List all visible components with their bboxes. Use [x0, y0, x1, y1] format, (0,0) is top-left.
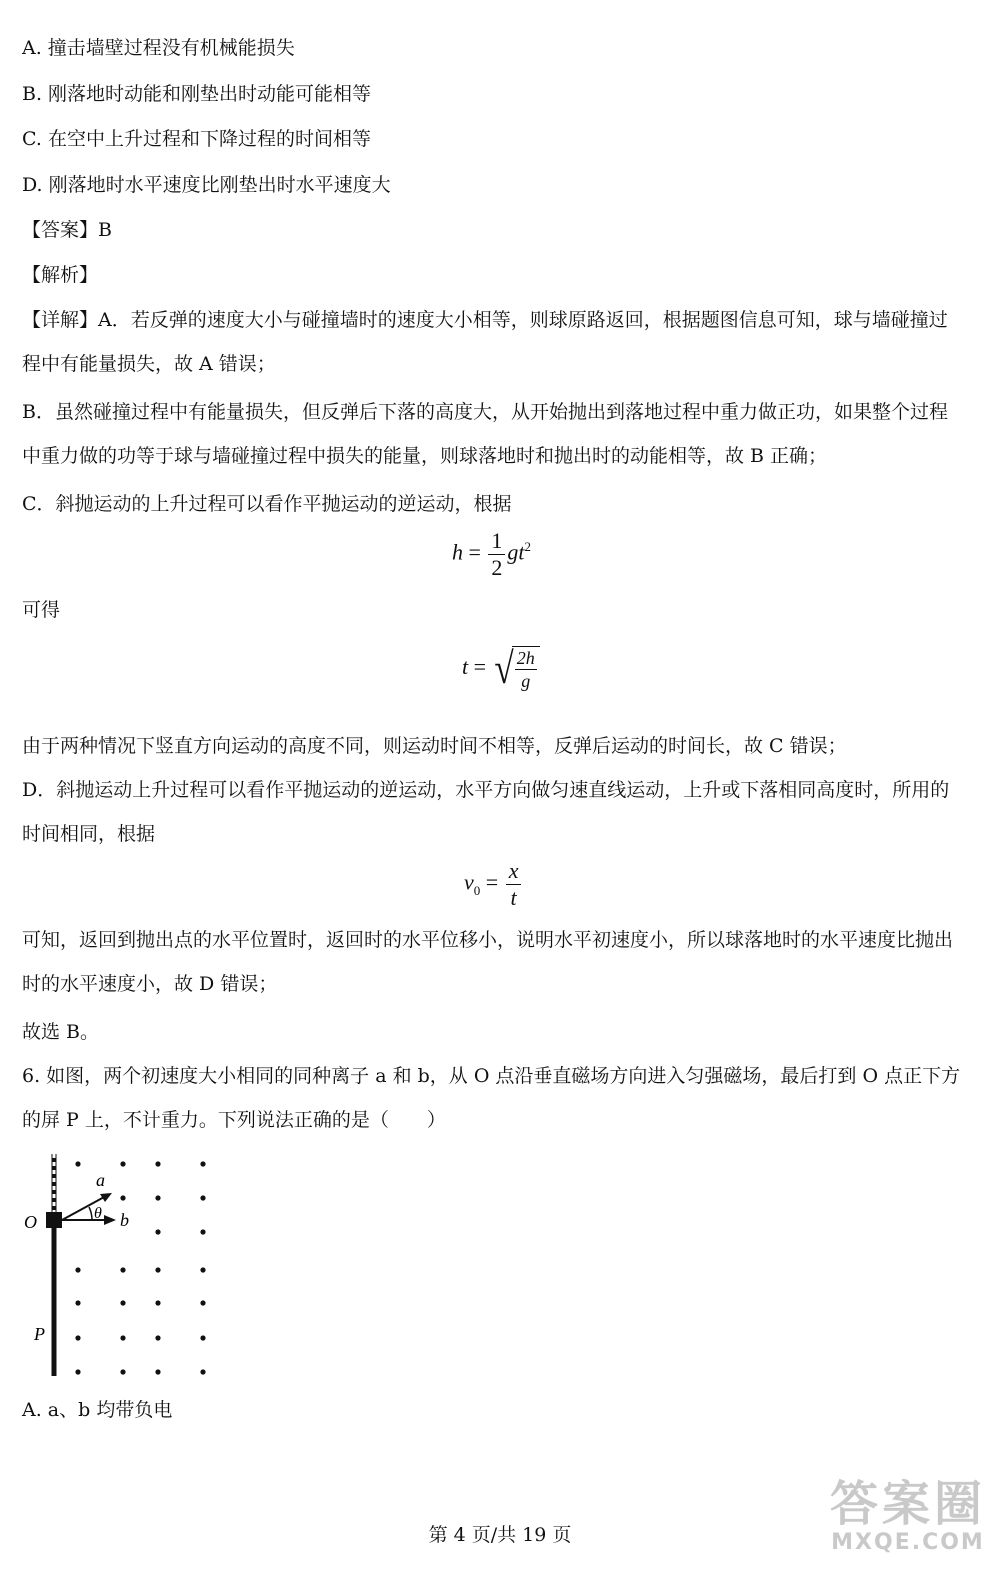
- field-dot: [120, 1369, 125, 1374]
- question-6: 6. 如图，两个初速度大小相同的同种离子 a 和 b，从 O 点沿垂直磁场方向进入匀强磁场，最后打到 O 点正下方的屏 P 上，不计重力。下列说法正确的是（ ）: [22, 1065, 961, 1131]
- label-o: O: [24, 1212, 37, 1232]
- watermark-logo: 答案圈 MXQE.COM: [829, 1476, 986, 1555]
- q6-option-a: A. a、b 均带负电: [22, 1399, 173, 1421]
- equation-h: h = $\frac{1}{2}$ $gt^2$: [452, 528, 532, 580]
- field-dot: [155, 1229, 160, 1234]
- arrow-b-head-icon: [104, 1215, 116, 1225]
- detail-d-conclusion: 可知，返回到抛出点的水平位置时，返回时的水平位移小，说明水平初速度小，所以球落地时的水平速度比抛出时的水平速度小，故 D 错误；: [22, 929, 954, 995]
- field-dot: [200, 1369, 205, 1374]
- conclusion: 故选 B。: [22, 1021, 100, 1043]
- field-dot: [155, 1335, 160, 1340]
- field-dot: [120, 1300, 125, 1305]
- angle-arc: [89, 1207, 92, 1220]
- field-dot: [120, 1335, 125, 1340]
- radical-sign-icon: √: [493, 644, 514, 693]
- field-dot: [75, 1300, 80, 1305]
- label-b: b: [120, 1210, 129, 1230]
- detail-d-intro: D．斜抛运动上升过程可以看作平抛运动的逆运动，水平方向做匀速直线运动，上升或下落相同高度时，所用的时间相同，根据: [22, 779, 950, 845]
- field-dot: [200, 1229, 205, 1234]
- option-d: D. 刚落地时水平速度比刚垫出时水平速度大: [22, 174, 391, 196]
- label-theta: θ: [94, 1205, 102, 1222]
- field-dot: [75, 1335, 80, 1340]
- field-dot: [200, 1161, 205, 1166]
- field-dot: [120, 1195, 125, 1200]
- field-dot: [155, 1369, 160, 1374]
- field-dot: [120, 1161, 125, 1166]
- field-dot: [120, 1267, 125, 1272]
- detail-b: B．虽然碰撞过程中有能量损失，但反弹后下落的高度大，从开始抛出到落地过程中重力做正功，如果整个过程中重力做的功等于球与墙碰撞过程中损失的能量，则球落地时和抛出时的动能相等，故 B 正确；: [22, 401, 948, 467]
- field-dot: [155, 1267, 160, 1272]
- answer: 【答案】B: [22, 219, 112, 241]
- field-dots: [75, 1161, 205, 1374]
- sqrt-expression: √ 2h g: [492, 646, 540, 692]
- fraction-x-over-t: $\frac{x}{t}$: [506, 858, 522, 911]
- field-dot: [200, 1195, 205, 1200]
- option-a: A. 撞击墙壁过程没有机械能损失: [22, 37, 295, 59]
- detail-a: 【详解】A．若反弹的速度大小与碰撞墙时的速度大小相等，则球原路返回，根据题图信息可知，球与墙碰撞过程中有能量损失，故 A 错误；: [22, 309, 948, 375]
- detail-c-intro: C．斜抛运动的上升过程可以看作平抛运动的逆运动，根据: [22, 493, 512, 515]
- option-b: B. 刚落地时动能和刚垫出时动能可能相等: [22, 83, 372, 105]
- equation-v0: $v_0$ = $\frac{x}{t}$: [464, 858, 523, 911]
- source-block-o: [46, 1212, 62, 1228]
- detail-c-conclusion: 由于两种情况下竖直方向运动的高度不同，则运动时间不相等，反弹后运动的时间长，故 C 错误；: [22, 735, 847, 757]
- fraction-half: $\frac{1}{2}$: [488, 528, 505, 581]
- field-dot: [200, 1300, 205, 1305]
- kede-text: 可得: [22, 599, 61, 621]
- option-c: C. 在空中上升过程和下降过程的时间相等: [22, 128, 371, 150]
- magnetic-field-figure: [20, 1150, 260, 1390]
- label-a: a: [96, 1170, 105, 1190]
- field-dot: [75, 1369, 80, 1374]
- field-dot: [200, 1335, 205, 1340]
- field-dot: [155, 1300, 160, 1305]
- label-p: P: [34, 1324, 45, 1344]
- field-dot: [75, 1161, 80, 1166]
- field-dot: [155, 1161, 160, 1166]
- equation-t: t = √ 2h g: [462, 646, 540, 692]
- field-dot: [155, 1195, 160, 1200]
- page-footer: 第 4 页/共 19 页: [428, 1524, 572, 1546]
- field-dot: [200, 1267, 205, 1272]
- field-dot: [75, 1267, 80, 1272]
- analysis-label: 【解析】: [22, 264, 99, 286]
